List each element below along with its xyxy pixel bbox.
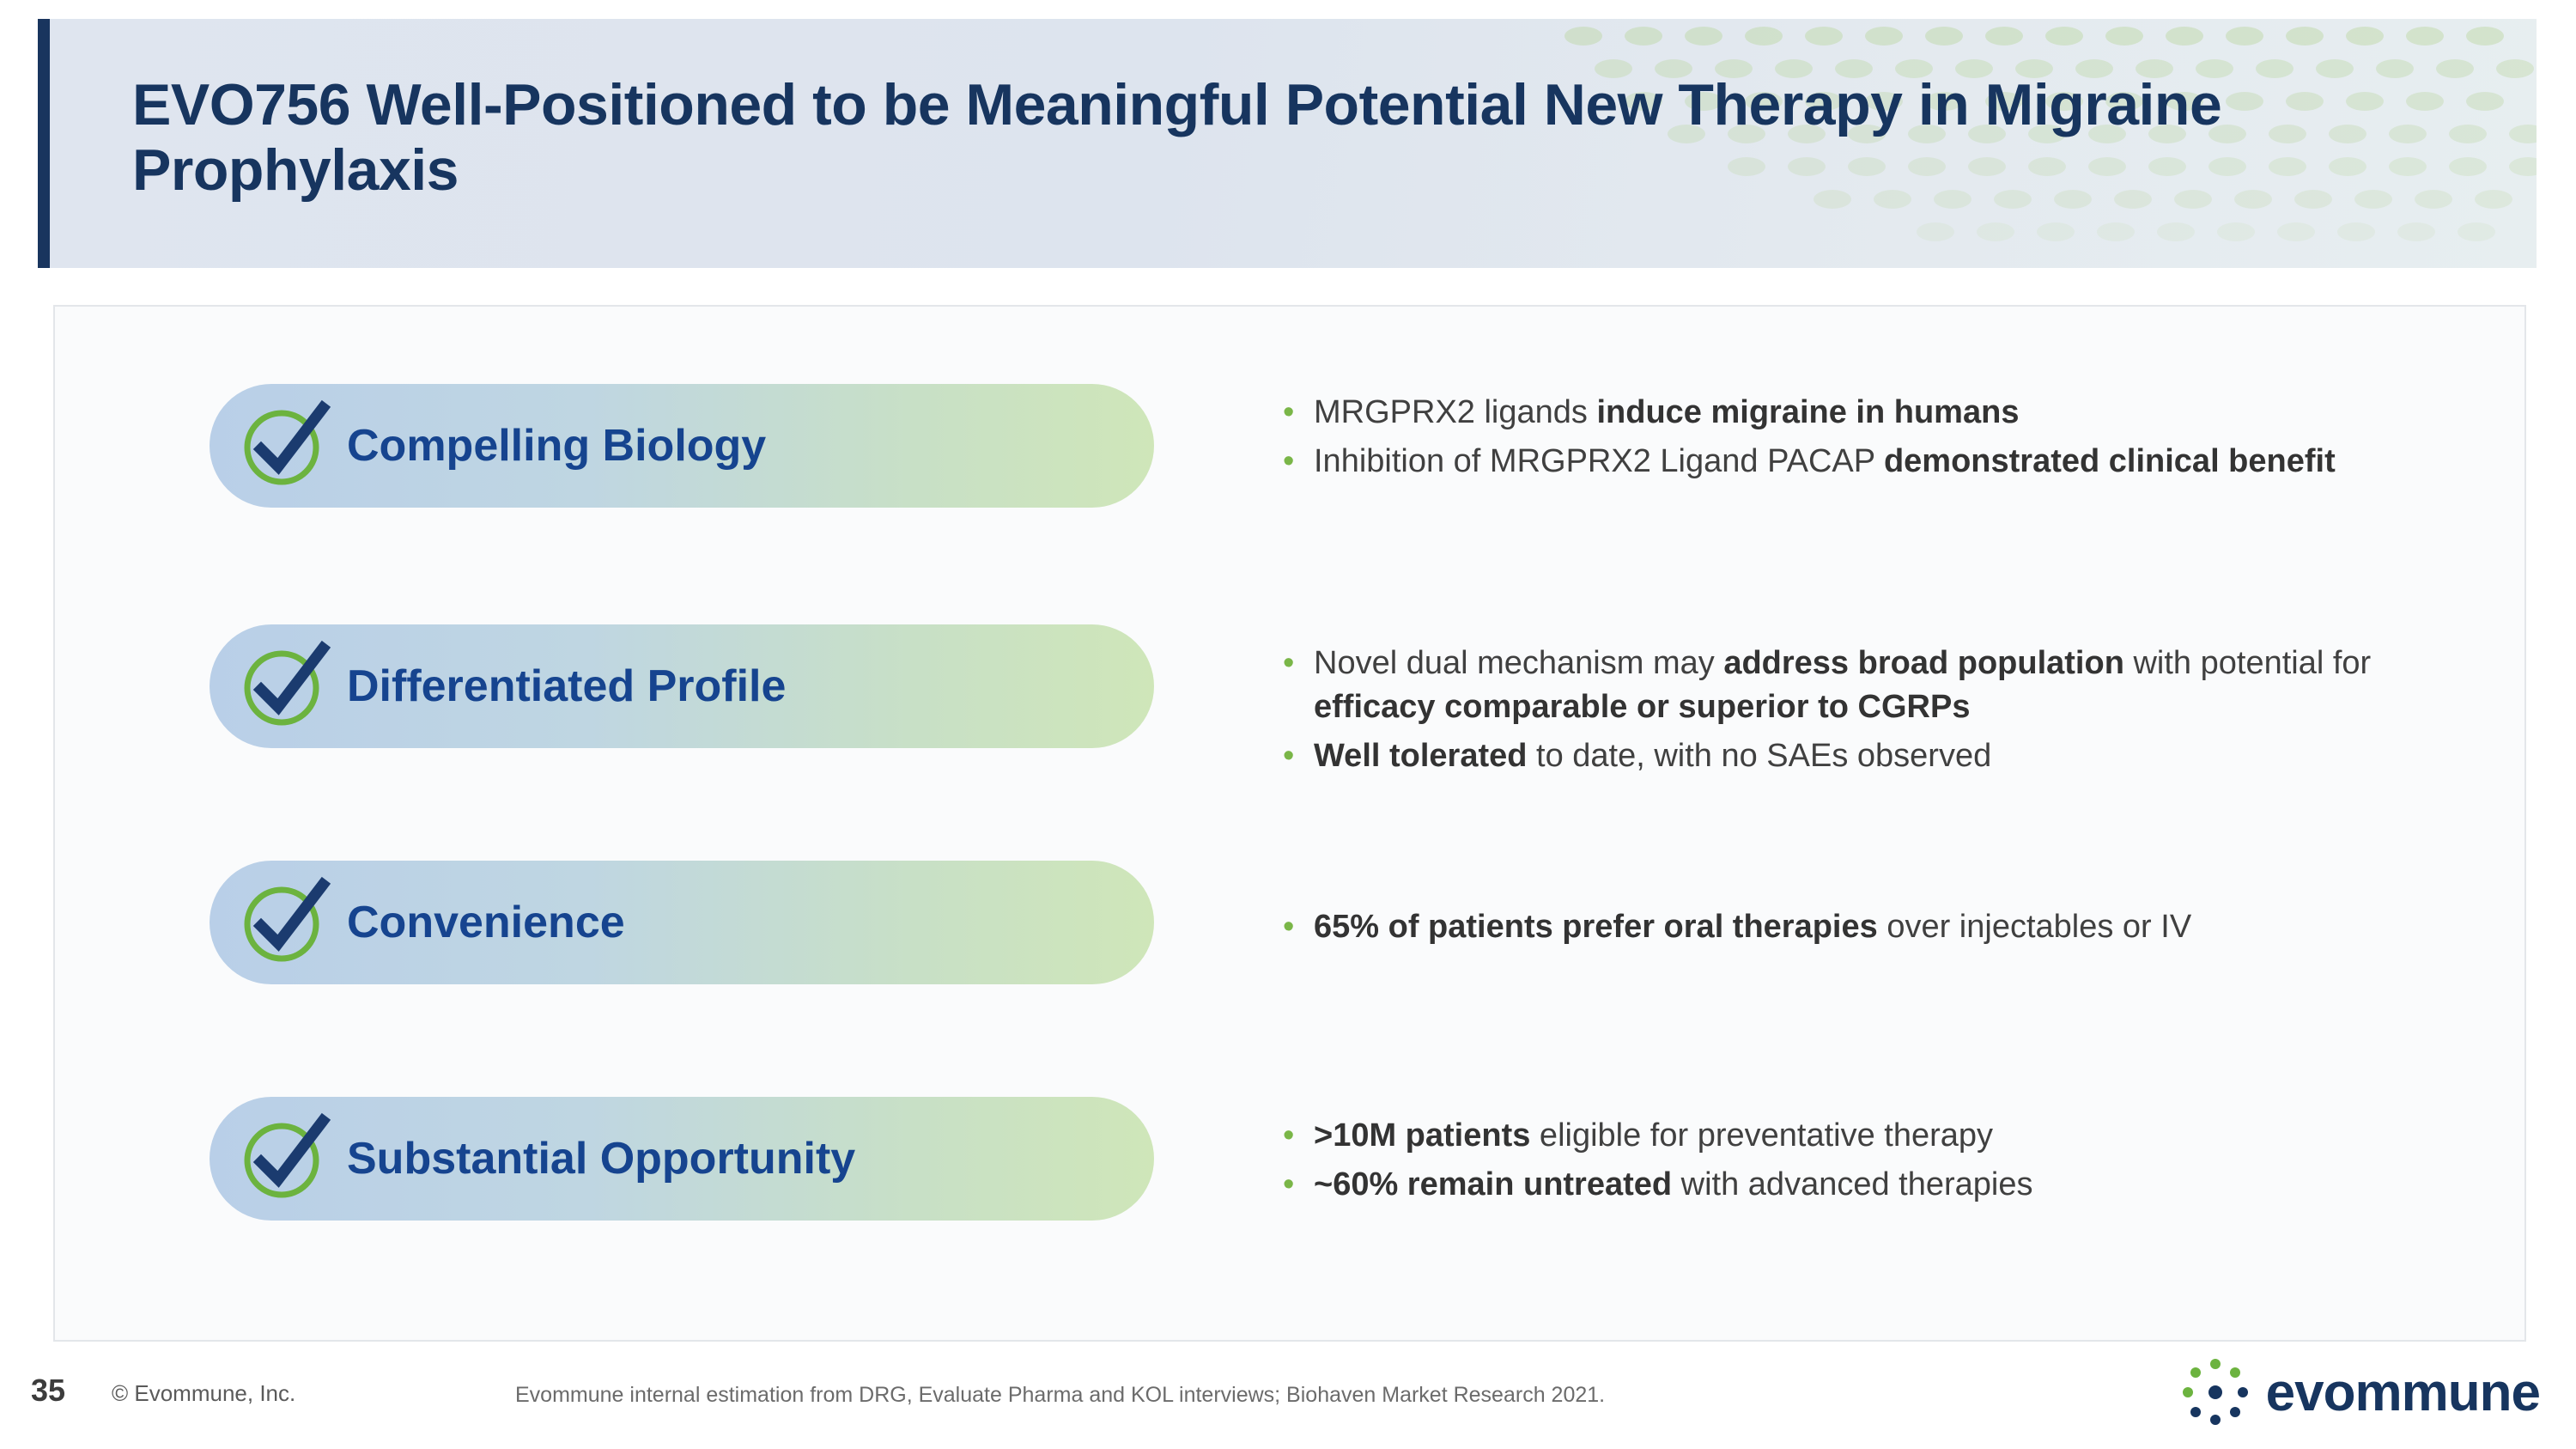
bullet-dot-icon: • bbox=[1283, 1166, 1295, 1202]
bullet-dot-icon: • bbox=[1283, 645, 1295, 681]
bullet-dot-icon: • bbox=[1283, 394, 1295, 430]
section-pill-substantial-opportunity[interactable] bbox=[210, 1097, 1154, 1221]
bullet-text: Novel dual mechanism may address broad population with potential for efficacy comparable or superior to CGRPs bbox=[1314, 645, 2372, 725]
list-item bbox=[1283, 391, 2485, 435]
content-panel bbox=[53, 305, 2526, 1342]
logo-wordmark: evommune bbox=[2265, 1362, 2540, 1422]
company-logo bbox=[2178, 1355, 2540, 1429]
copyright-text: © Evommune, Inc. bbox=[112, 1380, 296, 1406]
list-item bbox=[1283, 1114, 2485, 1158]
section-label: Convenience bbox=[347, 898, 625, 947]
list-item bbox=[1283, 1163, 2485, 1207]
header-band bbox=[38, 19, 2537, 268]
bullet-dot-icon: • bbox=[1283, 442, 1295, 479]
check-circle-icon bbox=[234, 871, 337, 974]
section-label: Substantial Opportunity bbox=[347, 1134, 856, 1184]
bullet-text: 65% of patients prefer oral therapies over injectables or IV bbox=[1314, 909, 2192, 945]
bullet-text: Well tolerated to date, with no SAEs observed bbox=[1314, 737, 1992, 774]
list-item bbox=[1283, 734, 2485, 778]
section-bullets bbox=[1283, 1114, 2485, 1212]
section-bullets bbox=[1283, 905, 2485, 954]
page-number: 35 bbox=[31, 1373, 66, 1408]
list-item bbox=[1283, 642, 2485, 729]
bullet-dot-icon: • bbox=[1283, 1117, 1295, 1154]
list-item bbox=[1283, 905, 2485, 949]
bullet-text: MRGPRX2 ligands induce migraine in humans bbox=[1314, 394, 2020, 430]
section-pill-differentiated-profile[interactable] bbox=[210, 624, 1154, 748]
source-note: Evommune internal estimation from DRG, Evaluate Pharma and KOL interviews; Biohaven Market Research 2021. bbox=[515, 1383, 1606, 1407]
section-pill-convenience[interactable] bbox=[210, 861, 1154, 984]
bullet-dot-icon: • bbox=[1283, 737, 1295, 774]
check-circle-icon bbox=[234, 394, 337, 497]
bullet-text: Inhibition of MRGPRX2 Ligand PACAP demonstrated clinical benefit bbox=[1314, 442, 2336, 479]
section-pill-compelling-biology[interactable] bbox=[210, 384, 1154, 508]
section-label: Compelling Biology bbox=[347, 421, 767, 471]
bullet-dot-icon: • bbox=[1283, 909, 1295, 945]
list-item bbox=[1283, 440, 2485, 484]
bullet-text: ~60% remain untreated with advanced therapies bbox=[1314, 1166, 2033, 1202]
header-accent-bar bbox=[38, 19, 50, 268]
section-bullets bbox=[1283, 391, 2485, 489]
page-title: EVO756 Well-Positioned to be Meaningful Potential New Therapy in Migraine Prophylaxis bbox=[132, 72, 2222, 204]
check-circle-icon bbox=[234, 1107, 337, 1210]
section-label: Differentiated Profile bbox=[347, 661, 787, 711]
check-circle-icon bbox=[234, 635, 337, 738]
evommune-mark-icon bbox=[2178, 1355, 2252, 1429]
bullet-text: >10M patients eligible for preventative therapy bbox=[1314, 1117, 1994, 1154]
section-bullets bbox=[1283, 642, 2485, 783]
